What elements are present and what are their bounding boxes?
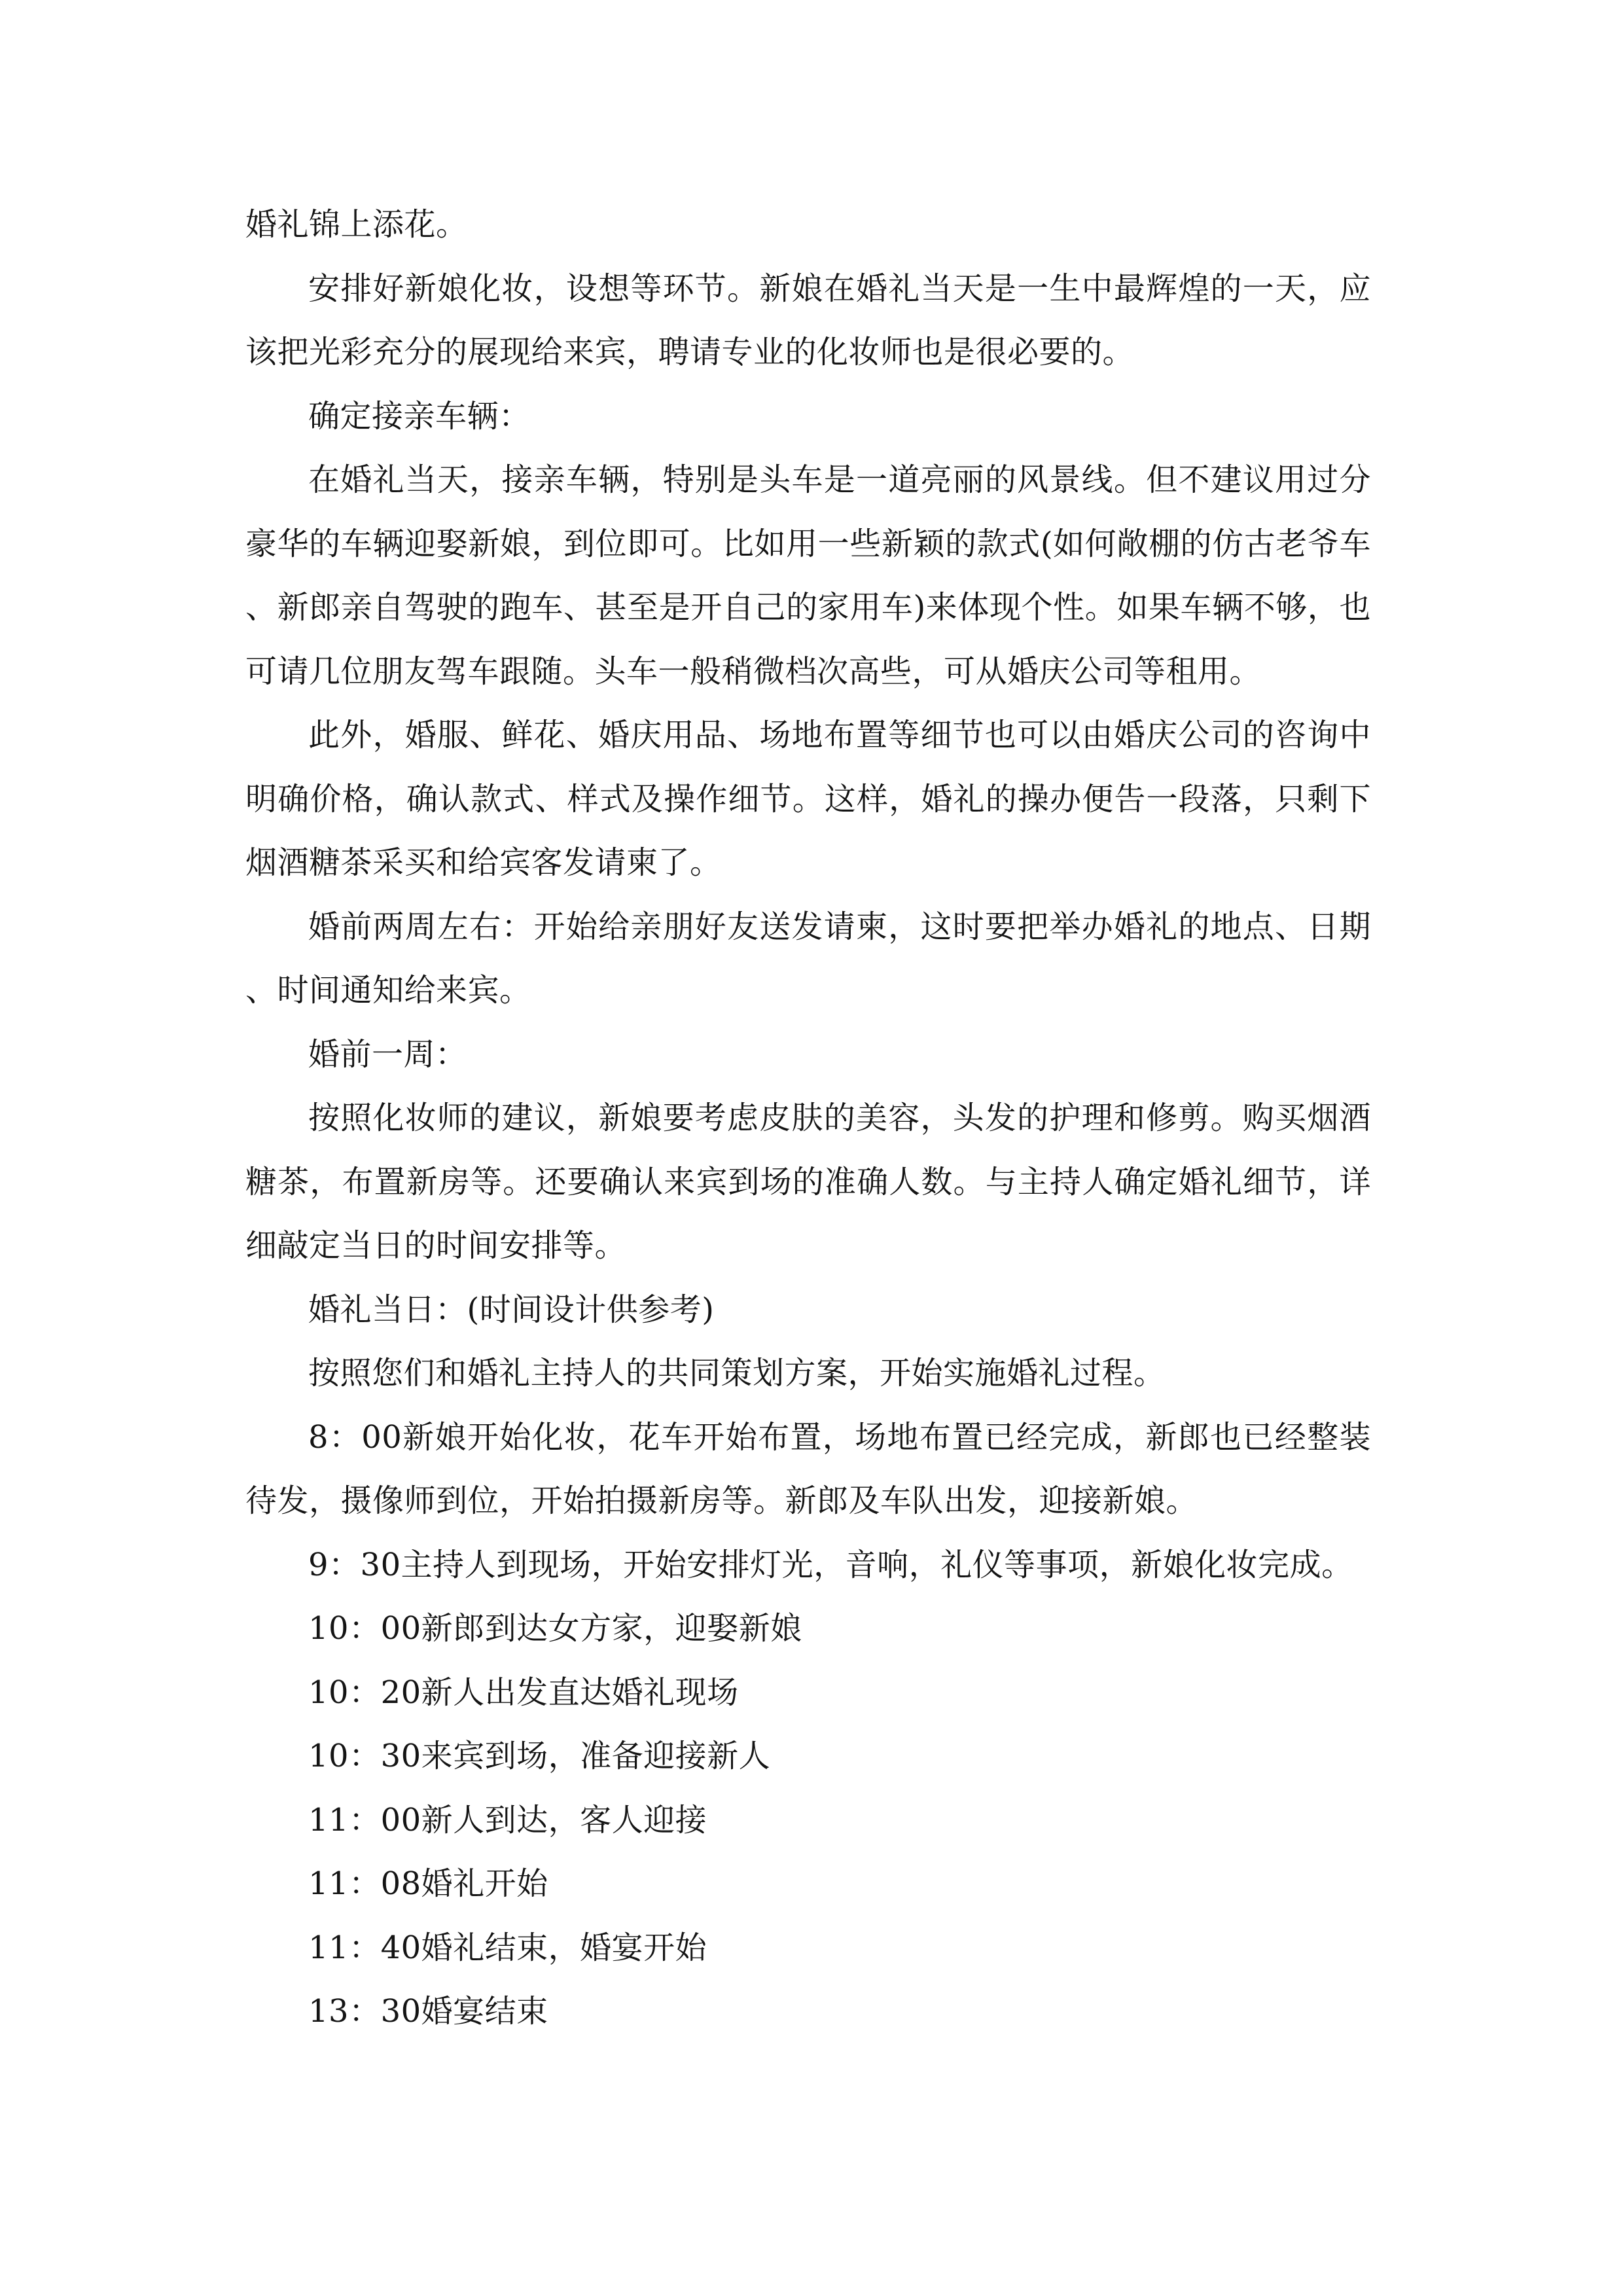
schedule-item: 11：40婚礼结束，婚宴开始 (308, 1929, 707, 1966)
paragraph: 婚礼锦上添花。 (245, 206, 468, 243)
paragraph: 在婚礼当天，接亲车辆，特别是头车是一道亮丽的风景线。但不建议用过分豪华的车辆迎娶新娘，到位即可。比如用一些新颖的款式(如何敞棚的仿古老爷车、新郎亲自驾驶的跑车、甚至是开自己的家用车)来体现个性。如果车辆不够，也可请几位朋友驾车跟随。头车一般稍微档次高些，可从婚庆公司等租用。 (245, 461, 1371, 690)
schedule-item: 11：08婚礼开始 (308, 1865, 548, 1902)
paragraph: 婚前两周左右：开始给亲朋好友送发请柬，这时要把举办婚礼的地点、日期、时间通知给来宾。 (245, 908, 1371, 1009)
paragraph: 此外，婚服、鲜花、婚庆用品、场地布置等细节也可以由婚庆公司的咨询中明确价格，确认款式、样式及操作细节。这样，婚礼的操办便告一段落，只剩下烟酒糖茶采买和给宾客发请柬了。 (245, 717, 1371, 881)
paragraph: 按照您们和婚礼主持人的共同策划方案，开始实施婚礼过程。 (308, 1355, 1166, 1391)
schedule-item: 10：30来宾到场，准备迎接新人 (308, 1738, 771, 1774)
section-heading: 确定接亲车辆： (308, 397, 531, 435)
section-heading: 婚前一周： (308, 1035, 467, 1073)
document-body (245, 193, 1371, 2044)
schedule-item: 10：00新郎到达女方家，迎娶新娘 (308, 1610, 802, 1647)
schedule-item: 13：30婚宴结束 (308, 1993, 548, 2030)
schedule-item: 8：00新娘开始化妆，花车开始布置，场地布置已经完成，新郎也已经整装待发，摄像师到位，开始拍摄新房等。新郎及车队出发，迎接新娘。 (245, 1418, 1371, 1519)
schedule-item: 11：00新人到达，客人迎接 (308, 1801, 707, 1839)
paragraph: 按照化妆师的建议，新娘要考虑皮肤的美容，头发的护理和修剪。购买烟酒糖茶，布置新房等。还要确认来宾到场的准确人数。与主持人确定婚礼细节，详细敲定当日的时间安排等。 (245, 1100, 1371, 1264)
paragraph: 安排好新娘化妆，设想等环节。新娘在婚礼当天是一生中最辉煌的一天，应该把光彩充分的展现给来宾，聘请专业的化妆师也是很必要的。 (245, 270, 1371, 370)
section-heading: 婚礼当日：(时间设计供参考) (308, 1291, 715, 1328)
schedule-item: 10：20新人出发直达婚礼现场 (308, 1674, 739, 1711)
schedule-item: 9：30主持人到现场，开始安排灯光，音响，礼仪等事项，新娘化妆完成。 (308, 1546, 1353, 1583)
